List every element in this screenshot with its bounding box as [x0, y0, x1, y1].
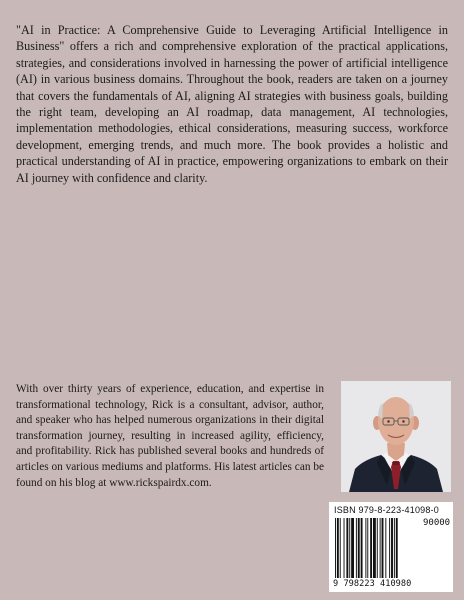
- barcode-bars-icon: [335, 518, 419, 578]
- price-code: 90000: [423, 518, 451, 528]
- author-photo: [341, 381, 451, 492]
- barcode-digits: 9 798223 410980: [333, 579, 412, 589]
- isbn-barcode: [329, 502, 453, 592]
- book-description: "AI in Practice: A Comprehensive Guide to Leveraging Artificial Intelligence in Business" offers a rich and comprehensive exploration of the practical applications, strategies, and considerations involved in harnessing the power of artificial intelligence (AI) in various business domains. Throughout the book, readers are taken on a journey that covers the fundamentals of AI, aligning AI strategies with business goals, building the right team, developing an AI roadmap, data management, AI technologies, implementation methodologies, ethical considerations, measuring success, workforce development, emerging trends, and much more. The book provides a holistic and practical understanding of AI in practice, empowering organizations to embark on their AI journey with confidence and clarity.: [16, 23, 448, 185]
- author-portrait-icon: [341, 381, 451, 492]
- author-bio: With over thirty years of experience, education, and expertise in transformational technology, Rick is a consultant, advisor, author, and speaker who has helped numerous organizations in their digital transformation journey, resulting in increased agility, efficiency, and profitability. Rick has published several books and hundreds of articles on various mediums and platforms. His latest articles can be found on his blog at www.rickspairdx.com.: [16, 383, 324, 489]
- isbn-label: ISBN 979-8-223-41098-0: [334, 505, 439, 515]
